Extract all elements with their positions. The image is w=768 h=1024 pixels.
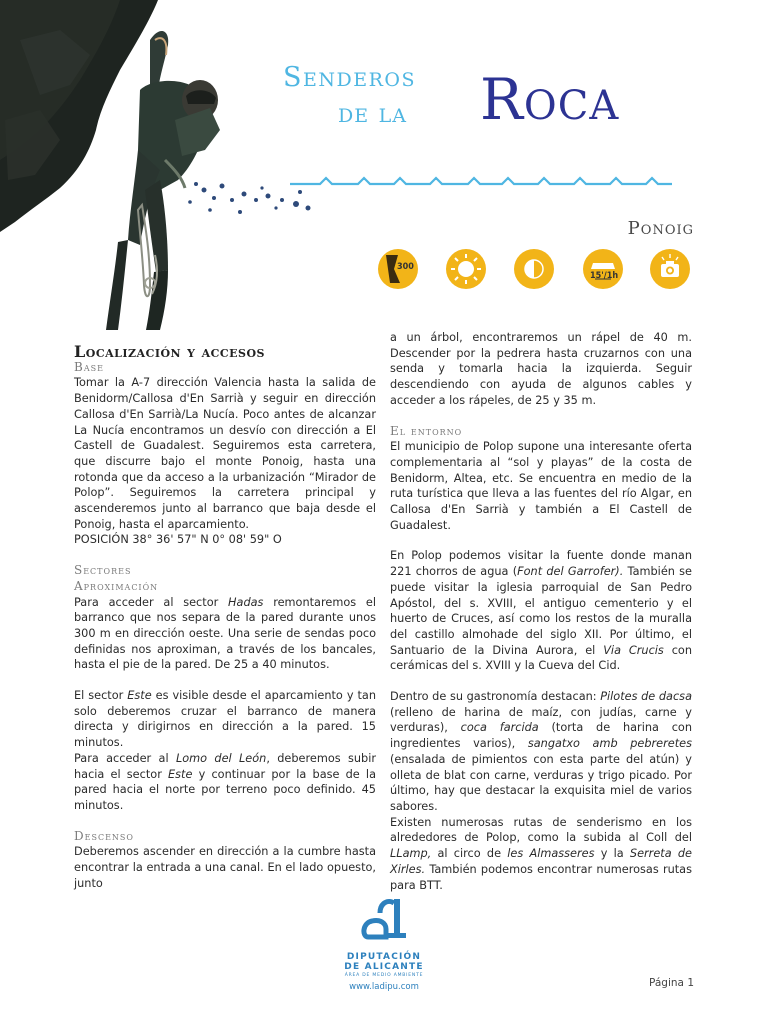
left-column: [74, 330, 376, 892]
wall-height-label: 300: [397, 262, 414, 272]
half-sun-icon: [514, 249, 554, 289]
camera-icon: [650, 249, 690, 289]
diputacion-logo: [360, 895, 412, 945]
approach-time-label: 15'/1h: [590, 271, 619, 281]
surroundings-paragraph-2: En Polop podemos visitar la fuente donde manan 221 chorros de agua (Font del Garrofer). También se puede visitar la iglesia parroquial de San Pedro Apóstol, del s. XVIII, el antiguo cementerio y el huerto de Cruces, así como los restos de la muralla del castillo almohade del siglo XII. Por último, el Santuario de la Divina Aurora, el Via Crucis con cerámicas del s. XVIII y la Cueva del Cid.: [390, 549, 693, 673]
section-heading-location: Localización y accesos: [74, 342, 265, 361]
page-number: Página 1: [649, 977, 694, 989]
right-column: [390, 330, 692, 893]
website-link[interactable]: www.ladipu.com: [349, 982, 419, 992]
route-title: Ponoig: [627, 218, 694, 239]
climber-illustration: [0, 0, 330, 330]
logo-wordmark: [334, 952, 434, 972]
subheading-aproximacion: Aproximación: [74, 578, 159, 593]
gps-position: POSICIÓN 38° 36' 57" N 0° 08' 59" O: [74, 533, 282, 547]
logo-department: ÁREA DE MEDIO AMBIENTE: [344, 973, 424, 978]
descent-paragraph: Deberemos ascender en dirección a la cumbre hasta encontrar la entrada a una canal. En el lado opuesto, junto: [74, 845, 376, 890]
title-roca: Roca: [480, 67, 620, 133]
approach-time-icon: [583, 249, 623, 289]
base-paragraph: Tomar la A-7 dirección Valencia hasta la salida de Benidorm/Callosa d'En Sarrià y seguir en dirección Callosa d'En Sarrià/La Nucía. Poco antes de alcanzar La Nucía encontramos un desvío con dirección a El Castell de Guadalest. Seguiremos esta carretera, que discurre bajo el monte Ponoig, hasta una rotonda que da acceso a la urbanización “Mirador de Polop”. Seguiremos la carretera principal y ascenderemos junto al barranco que baja desde el Ponoig, hasta el aparcamiento.: [74, 376, 376, 531]
title-line-1: Senderos: [283, 62, 416, 93]
subheading-entorno: El entorno: [390, 423, 463, 438]
surroundings-paragraph-1: El municipio de Polop supone una interesante oferta complementaria al “sol y playas” de la costa de Benidorm, Altea, etc. Se encuentra en medio de la ruta turística que lleva a las fuentes del río Algar, en Callosa d'En Sarrià y también a El Castell de Guadalest.: [390, 440, 692, 532]
sun-icon: [446, 249, 486, 289]
descent-continued-paragraph: a un árbol, encontraremos un rápel de 40 m. Descender por la pedrera hasta cruzarnos con una senda y tomarla hacia la izquierda. Seguir descendiendo con ayuda de algunos cables y acceder a los rápeles, de 25 y 35 m.: [390, 331, 692, 407]
approach-paragraph-3: Para acceder al Lomo del León, deberemos subir hacia el sector Este y continuar por la base de la pared hacia el norte por terreno poco definido. 45 minutos.: [74, 751, 376, 812]
logo-line-2: DE ALICANTE: [344, 962, 424, 972]
subheading-base: Base: [74, 359, 104, 374]
subheading-sectores: Sectores: [74, 563, 132, 578]
gastronomy-paragraph: Dentro de su gastronomía destacan: Pilotes de dacsa (relleno de harina de maíz, con judías, carne y verduras), coca farcida (torta de harina con ingredientes varios), sangatxo amb pebreretes (ensalada de pimientos con esta parte del atún) y olleta de blat con carne, verduras y trigo picado. Por último, hay que destacar la exquisita miel de varios sabores.: [390, 690, 692, 813]
rock-wall-height-icon: [378, 249, 418, 289]
wave-divider: [290, 168, 672, 190]
info-icons-row: [378, 249, 690, 293]
approach-paragraph-1: Para acceder al sector Hadas remontaremos el barranco que nos separa de la pared durante unos 300 m en dirección oeste. Una serie de sendas poco definidas nos aproximan, a través de los bancales, hasta el pie de la pared. De 25 a 40 minutos.: [74, 595, 376, 672]
logo-line-1: DIPUTACIÓN: [346, 952, 422, 962]
approach-paragraph-2: El sector Este es visible desde el aparcamiento y tan solo deberemos cruzar el barranco de manera directa y dirigirnos en dirección a la pared. 15 minutos.: [74, 689, 376, 750]
subheading-descenso: Descenso: [74, 828, 134, 843]
title-line-2: de la: [338, 98, 408, 129]
hiking-routes-paragraph: Existen numerosas rutas de senderismo en los alrededores de Polop, como la subida al Coll del LLamp, al circo de les Almasseres y la Serreta de Xirles. También podemos encontrar numerosas rutas para BTT.: [390, 815, 692, 892]
